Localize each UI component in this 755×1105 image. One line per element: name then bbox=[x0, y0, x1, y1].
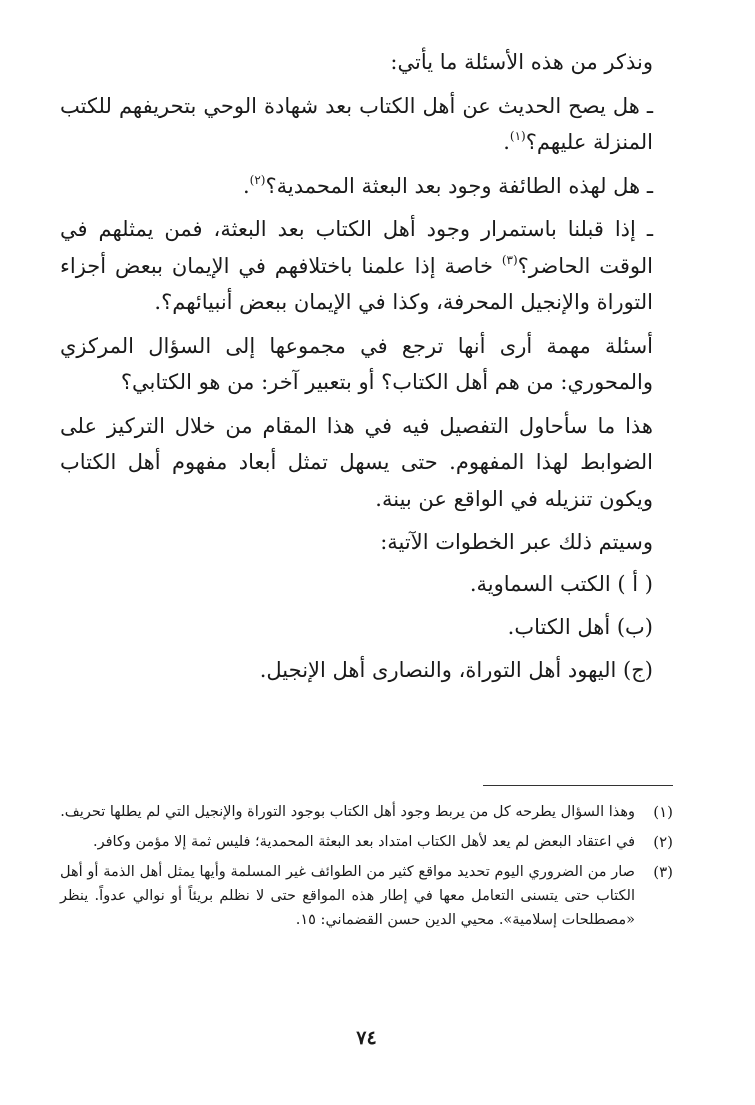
question-2-tail: . bbox=[242, 173, 250, 198]
footnote-2 bbox=[60, 830, 673, 854]
paragraph-approach: هذا ما سأحاول التفصيل فيه في هذا المقام من خلال التركيز على الضوابط لهذا المفهوم. حتى يسهل تمثل أبعاد مفهوم أهل الكتاب ويكون تنزيله في الواقع عن بينة. bbox=[60, 413, 653, 511]
question-3-post: خاصة إذا علمنا باختلافهم في الإيمان ببعض أجزاء التوراة والإنجيل المحرفة، وكذا في الإيمان ببعض أنبيائهم؟. bbox=[60, 253, 653, 314]
footnote-ref-2: (٢) bbox=[249, 172, 266, 187]
footnote-text: صار من الضروري اليوم تحديد مواقع كثير من الطوائف غير المسلمة وأيها يمثل أهل الذمة أو أهل الكتاب حتى يتسنى التعامل معها في إطار هذه المواقع حتى لا نظلم بريئاً أو نوالي عدواً. ينظر «مصطلحات إسلامية». محيي الدين حسن القضماني: ١٥. bbox=[60, 864, 635, 928]
footnote-text: وهذا السؤال يطرحه كل من يربط وجود أهل الكتاب بوجود التوراة والإنجيل التي لم يطلها تحريف. bbox=[60, 804, 635, 820]
footnote-1 bbox=[60, 800, 673, 824]
page-number: ٧٤ bbox=[356, 1027, 377, 1049]
footnote-number: (١) bbox=[653, 803, 673, 821]
paragraph-intro: ونذكر من هذه الأسئلة ما يأتي: bbox=[390, 50, 653, 74]
book-page bbox=[60, 44, 673, 1105]
main-text bbox=[60, 44, 673, 690]
question-1-tail: . bbox=[503, 130, 510, 154]
footnote-ref-3: (٣) bbox=[501, 252, 518, 267]
footnote-ref-1: (١) bbox=[509, 129, 526, 143]
question-2-text: ـ هل لهذه الطائفة وجود بعد البعثة المحمدية؟ bbox=[265, 173, 653, 198]
step-item-b: (ب) أهل الكتاب. bbox=[507, 614, 653, 639]
footnote-text: في اعتقاد البعض لم يعد لأهل الكتاب امتداد بعد البعثة المحمدية؛ فليس ثمة إلا مؤمن وكافر. bbox=[93, 834, 635, 850]
paragraph-question-2 bbox=[60, 168, 673, 205]
paragraph-central-question: أسئلة مهمة أرى أنها ترجع في مجموعها إلى السؤال المركزي والمحوري: من هم أهل الكتاب؟ أو بتعبير آخر: من هو الكتابي؟ bbox=[60, 333, 653, 394]
paragraph-question-1 bbox=[60, 88, 673, 161]
footnote-number: (٢) bbox=[653, 833, 673, 851]
paragraph-steps-intro: وسيتم ذلك عبر الخطوات الآتية: bbox=[380, 530, 653, 554]
footnote-3 bbox=[60, 860, 673, 932]
footnotes bbox=[60, 800, 673, 938]
question-1-text: ـ هل يصح الحديث عن أهل الكتاب بعد شهادة الوحي بتحريفهم للكتب المنزلة عليهم؟ bbox=[60, 93, 653, 154]
footnote-separator bbox=[483, 785, 673, 786]
footnote-number: (٣) bbox=[653, 863, 673, 881]
question-3-pre: ـ إذا قبلنا باستمرار وجود أهل الكتاب بعد البعثة، فمن يمثلهم في الوقت الحاضر؟ bbox=[60, 217, 653, 278]
paragraph-question-3 bbox=[60, 211, 673, 321]
step-item-a: ( أ ) الكتب السماوية. bbox=[469, 571, 653, 596]
step-item-c: (ج) اليهود أهل التوراة، والنصارى أهل الإنجيل. bbox=[259, 657, 653, 682]
